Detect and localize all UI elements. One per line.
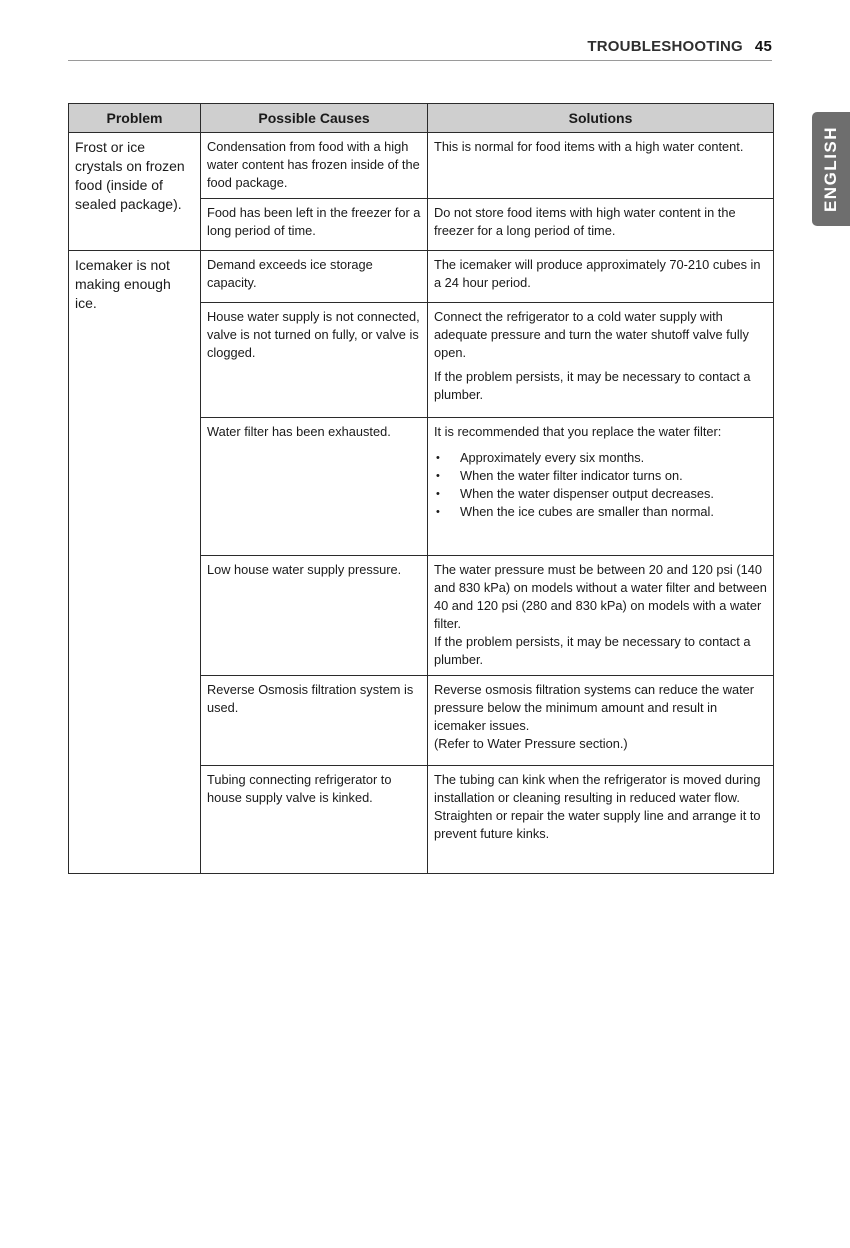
cause-cell: Water filter has been exhausted. — [201, 418, 428, 556]
cause-cell: Food has been left in the freezer for a long period of time. — [201, 199, 428, 251]
column-header-solutions: Solutions — [428, 104, 774, 133]
solution-cell — [428, 766, 774, 874]
solution-text: The water pressure must be between 20 and 120 psi (140 and 830 kPa) on models without a water filter and between 40 and 120 psi (280 and 830 kPa) on models with a water filter. — [434, 562, 767, 631]
language-tab — [812, 112, 850, 226]
cause-cell: Reverse Osmosis filtration system is used. — [201, 676, 428, 766]
table-row — [69, 133, 774, 199]
solution-text: This is normal for food items with a high water content. — [434, 139, 744, 154]
list-item: • When the water filter indicator turns on. — [434, 467, 767, 485]
problem-cell: Frost or ice crystals on frozen food (inside of sealed package). — [69, 133, 201, 251]
table-row — [69, 251, 774, 303]
solution-text: The icemaker will produce approximately 70-210 cubes in a 24 hour period. — [434, 257, 761, 290]
page-number: 45 — [754, 38, 772, 55]
solution-cell — [428, 199, 774, 251]
problem-cell: Icemaker is not making enough ice. — [69, 251, 201, 874]
cause-cell: Low house water supply pressure. — [201, 556, 428, 676]
page-header — [68, 38, 772, 61]
cause-cell: Tubing connecting refrigerator to house supply valve is kinked. — [201, 766, 428, 874]
column-header-causes: Possible Causes — [201, 104, 428, 133]
list-item: • When the water dispenser output decreases. — [434, 485, 767, 503]
column-header-problem: Problem — [69, 104, 201, 133]
solution-cell — [428, 251, 774, 303]
solution-cell — [428, 556, 774, 676]
solution-cell — [428, 676, 774, 766]
solution-text: (Refer to Water Pressure section.) — [434, 736, 628, 751]
bullet-list — [434, 449, 767, 521]
solution-cell — [428, 133, 774, 199]
cause-cell: Demand exceeds ice storage capacity. — [201, 251, 428, 303]
solution-cell — [428, 303, 774, 418]
solution-text: If the problem persists, it may be necessary to contact a plumber. — [434, 369, 751, 402]
solution-text: Reverse osmosis filtration systems can reduce the water pressure below the minimum amount and result in icemaker issues. — [434, 682, 755, 733]
solution-text: If the problem persists, it may be necessary to contact a plumber. — [434, 634, 751, 667]
troubleshooting-table — [68, 103, 774, 874]
section-title: TROUBLESHOOTING — [587, 38, 743, 55]
cause-cell: House water supply is not connected, valve is not turned on fully, or valve is clogged. — [201, 303, 428, 418]
list-item: • When the ice cubes are smaller than normal. — [434, 503, 767, 521]
table-header-row — [69, 104, 774, 133]
cause-cell: Condensation from food with a high water content has frozen inside of the food package. — [201, 133, 428, 199]
solution-text: Connect the refrigerator to a cold water supply with adequate pressure and turn the water shutoff valve fully open. — [434, 309, 749, 360]
solution-cell — [428, 418, 774, 556]
solution-text: Do not store food items with high water content in the freezer for a long period of time. — [434, 205, 736, 238]
solution-text: It is recommended that you replace the water filter: — [434, 424, 722, 439]
solution-text: The tubing can kink when the refrigerator is moved during installation or cleaning resulting in reduced water flow. Straighten or repair the water supply line and arrange it to prevent future kinks. — [434, 772, 761, 841]
list-item: • Approximately every six months. — [434, 449, 767, 467]
language-tab-label: ENGLISH — [821, 125, 840, 213]
